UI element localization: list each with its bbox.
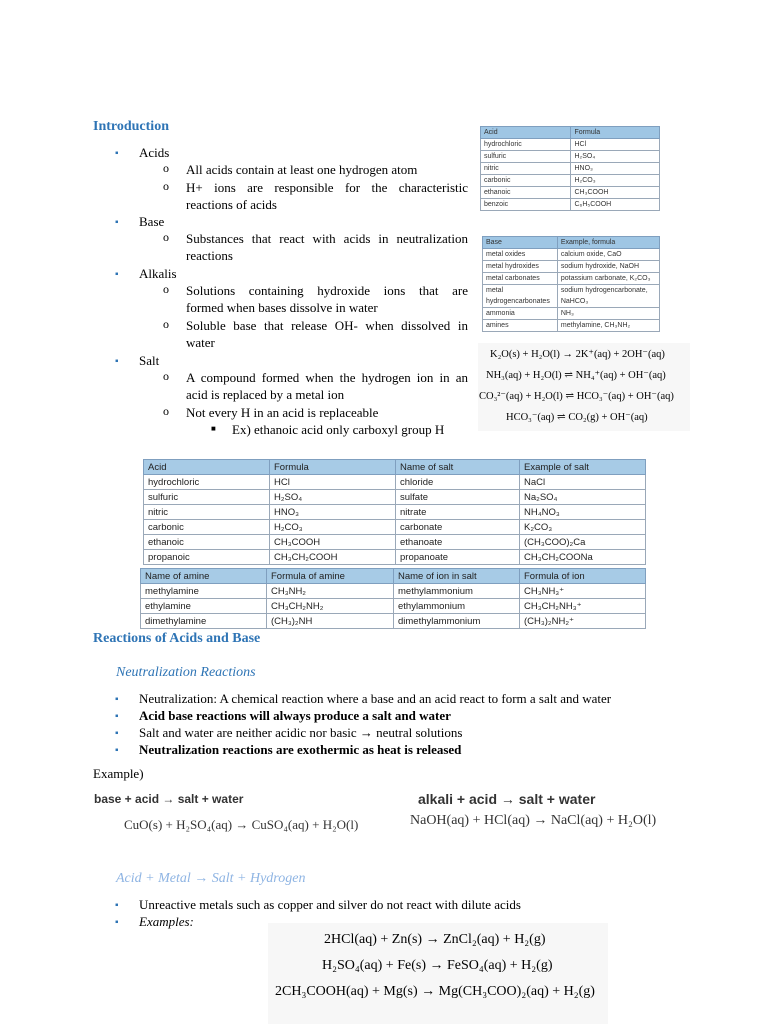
acid-metal-equation: H₂SO₄(aq) + Fe(s) → FeSO₄(aq) + H₂(g) [322, 958, 553, 973]
table-row [483, 296, 660, 308]
table-cell: nitrate [396, 505, 520, 520]
table-row [481, 151, 660, 163]
table-header: Acid [481, 127, 571, 139]
table-cell: metal [483, 285, 558, 297]
table-cell: sodium hydrogencarbonate, [557, 285, 659, 297]
table-cell: K₂CO₃ [520, 520, 646, 535]
salt-naming-table [143, 459, 646, 565]
chemical-equation: NaOH(aq) + HCl(aq) → NaCl(aq) + H₂O(l) [410, 813, 657, 828]
table-cell: methylammonium [394, 584, 520, 599]
acid-metal-equations-box [268, 923, 608, 1024]
alkalis-sub-2: Soluble base that release OH- when dissolved in [186, 318, 468, 333]
acids-sub-2b: reactions of acids [186, 197, 277, 212]
table-header: Name of amine [141, 569, 267, 584]
table-row [483, 320, 660, 332]
table-cell: (CH₃)₂NH [267, 614, 394, 629]
table-row [481, 199, 660, 211]
acid-metal-equation: 2HCl(aq) + Zn(s) → ZnCl₂(aq) + H₂(g) [324, 932, 546, 947]
alkali-equation: HCO₃⁻(aq) ⇌ CO₂(g) + OH⁻(aq) [506, 412, 648, 423]
table-cell: ethylammonium [394, 599, 520, 614]
alkalis-sub-2b: water [186, 335, 215, 350]
table-cell: CH₃COOH [571, 187, 660, 199]
table-cell: CH₃NH₂ [267, 584, 394, 599]
table-cell: carbonic [144, 520, 270, 535]
table-cell: sodium hydroxide, NaOH [557, 261, 659, 273]
table-cell: NH₃ [557, 308, 659, 320]
table-cell: CH₃CH₂NH₂ [267, 599, 394, 614]
bullet-icon: ▪ [115, 711, 119, 722]
table-cell: ammonia [483, 308, 558, 320]
table-row [481, 163, 660, 175]
table-cell: H₂CO₃ [571, 175, 660, 187]
table-cell: H₂SO₄ [571, 151, 660, 163]
table-row [483, 285, 660, 297]
table-row [141, 599, 646, 614]
table-cell: carbonic [481, 175, 571, 187]
chemical-equation: CuO(s) + H₂SO₄(aq) → CuSO₄(aq) + H₂O(l) [124, 817, 359, 832]
neutralization-heading: Neutralization Reactions [116, 665, 256, 680]
intro-item-acids: Acids [139, 145, 170, 160]
table-cell: nitric [144, 505, 270, 520]
table-cell: NaHCO₃ [557, 296, 659, 308]
circle-bullet-icon: o [163, 230, 169, 244]
table-header: Base [483, 237, 558, 249]
circle-bullet-icon: o [163, 282, 169, 296]
salt-sub-1: A compound formed when the hydrogen ion in an [186, 370, 468, 385]
table-cell: HCl [270, 475, 396, 490]
acid-metal-equation: 2CH₃COOH(aq) + Mg(s) → Mg(CH₃COO)₂(aq) + H₂(g) [275, 984, 595, 999]
table-cell: hydrochloric [144, 475, 270, 490]
table-cell: ethanoic [144, 535, 270, 550]
circle-bullet-icon: o [163, 369, 169, 383]
table-row [483, 249, 660, 261]
table-header: Name of ion in salt [394, 569, 520, 584]
salt-sub-2: Not every H in an acid is replaceable [186, 405, 379, 420]
table-row [483, 308, 660, 320]
table-cell: methylamine [141, 584, 267, 599]
acids-sub-2: H+ ions are responsible for the characteristic [186, 180, 468, 195]
word-equation: alkali + acid → salt + water [418, 791, 596, 807]
table-cell: metal carbonates [483, 273, 558, 285]
table-cell: metal hydroxides [483, 261, 558, 273]
circle-bullet-icon: o [163, 161, 169, 175]
word-equation: base + acid → salt + water [94, 792, 244, 806]
table-header: Formula of ion [520, 569, 646, 584]
table-cell: amines [483, 320, 558, 332]
table-header: Acid [144, 460, 270, 475]
table-cell: hydrochloric [481, 139, 571, 151]
table-cell: CH₃CH₂COONa [520, 550, 646, 565]
table-cell: carbonate [396, 520, 520, 535]
neutralization-bullet: Neutralization reactions are exothermic as heat is released [139, 742, 462, 757]
table-cell: CH₃CH₂NH₃⁺ [520, 599, 646, 614]
table-header: Example of salt [520, 460, 646, 475]
table-header: Formula [270, 460, 396, 475]
table-row [144, 475, 646, 490]
table-cell: HCl [571, 139, 660, 151]
bullet-icon: ▪ [115, 900, 119, 911]
table-cell: calcium oxide, CaO [557, 249, 659, 261]
table-cell: hydrogencarbonates [483, 296, 558, 308]
table-row [144, 535, 646, 550]
table-row [483, 261, 660, 273]
amine-table [140, 568, 646, 629]
table-cell: (CH₃COO)₂Ca [520, 535, 646, 550]
acid-formula-table [480, 126, 660, 211]
bullet-icon: ▪ [115, 728, 119, 739]
salt-sub-1b: acid is replaced by a metal ion [186, 387, 345, 402]
circle-bullet-icon: o [163, 317, 169, 331]
acid-metal-bullet: Examples: [139, 914, 194, 929]
intro-heading: Introduction [93, 119, 169, 134]
table-cell: nitric [481, 163, 571, 175]
table-cell: CH₃NH₃⁺ [520, 584, 646, 599]
table-cell: HNO₃ [571, 163, 660, 175]
base-sub-1: Substances that react with acids in neutralization [186, 231, 468, 246]
acid-metal-heading: Acid + Metal → Salt + Hydrogen [116, 871, 306, 886]
bullet-icon: ▪ [115, 269, 119, 280]
bullet-icon: ▪ [115, 917, 119, 928]
salt-example: Ex) ethanoic acid only carboxyl group H [232, 422, 445, 437]
table-cell: C₆H₅COOH [571, 199, 660, 211]
table-cell: methylamine, CH₃NH₂ [557, 320, 659, 332]
neutralization-bullet: Neutralization: A chemical reaction where a base and an acid react to form a salt and water [139, 691, 612, 706]
table-cell: potassium carbonate, K₂CO₃ [557, 273, 659, 285]
table-row [481, 139, 660, 151]
alkali-equation: NH₃(aq) + H₂O(l) ⇌ NH₄⁺(aq) + OH⁻(aq) [486, 370, 666, 381]
table-row [481, 175, 660, 187]
table-cell: propanoate [396, 550, 520, 565]
bullet-icon: ▪ [115, 694, 119, 705]
table-cell: dimethylammonium [394, 614, 520, 629]
table-row [144, 505, 646, 520]
table-cell: chloride [396, 475, 520, 490]
table-row [144, 550, 646, 565]
circle-bullet-icon: o [163, 404, 169, 418]
table-cell: CH₃COOH [270, 535, 396, 550]
table-cell: H₂CO₃ [270, 520, 396, 535]
reactions-heading: Reactions of Acids and Base [93, 631, 261, 646]
table-cell: ethanoate [396, 535, 520, 550]
base-sub-1b: reactions [186, 248, 233, 263]
table-header: Name of salt [396, 460, 520, 475]
alkali-equation: K₂O(s) + H₂O(l) → 2K⁺(aq) + 2OH⁻(aq) [490, 349, 665, 360]
table-header: Formula [571, 127, 660, 139]
table-cell: H₂SO₄ [270, 490, 396, 505]
table-cell: sulfate [396, 490, 520, 505]
circle-bullet-icon: o [163, 179, 169, 193]
square-bullet-icon: ■ [211, 424, 216, 433]
alkalis-sub-1: Solutions containing hydroxide ions that are [186, 283, 468, 298]
table-cell: sulfuric [481, 151, 571, 163]
table-cell: NH₄NO₃ [520, 505, 646, 520]
example-label: Example) [93, 766, 144, 781]
table-row [141, 614, 646, 629]
table-cell: sulfuric [144, 490, 270, 505]
neutralization-bullet: Salt and water are neither acidic nor basic → neutral solutions [139, 725, 463, 740]
table-cell: HNO₃ [270, 505, 396, 520]
intro-item-base: Base [139, 214, 165, 229]
alkalis-sub-1b: formed when bases dissolve in water [186, 300, 378, 315]
table-cell: metal oxides [483, 249, 558, 261]
table-row [481, 187, 660, 199]
table-cell: NaCl [520, 475, 646, 490]
alkali-equations-box [478, 343, 690, 431]
bullet-icon: ▪ [115, 745, 119, 756]
neutralization-bullet: Acid base reactions will always produce a salt and water [139, 708, 451, 723]
acid-metal-bullet: Unreactive metals such as copper and silver do not react with dilute acids [139, 897, 521, 912]
table-cell: ethanoic [481, 187, 571, 199]
table-header: Formula of amine [267, 569, 394, 584]
table-header: Example, formula [557, 237, 659, 249]
table-row [144, 520, 646, 535]
alkali-equation: CO₃²⁻(aq) + H₂O(l) ⇌ HCO₃⁻(aq) + OH⁻(aq) [479, 391, 674, 402]
table-row [483, 273, 660, 285]
bullet-icon: ▪ [115, 217, 119, 228]
intro-item-salt: Salt [139, 353, 160, 368]
table-cell: (CH₃)₂NH₂⁺ [520, 614, 646, 629]
acids-sub-1: All acids contain at least one hydrogen atom [186, 162, 418, 177]
table-cell: Na₂SO₄ [520, 490, 646, 505]
intro-item-alkalis: Alkalis [139, 266, 177, 281]
table-row [141, 584, 646, 599]
table-cell: propanoic [144, 550, 270, 565]
table-cell: ethylamine [141, 599, 267, 614]
bullet-icon: ▪ [115, 356, 119, 367]
base-example-table [482, 236, 660, 332]
table-cell: CH₃CH₂COOH [270, 550, 396, 565]
table-cell: dimethylamine [141, 614, 267, 629]
bullet-icon: ▪ [115, 148, 119, 159]
table-row [144, 490, 646, 505]
table-cell: benzoic [481, 199, 571, 211]
